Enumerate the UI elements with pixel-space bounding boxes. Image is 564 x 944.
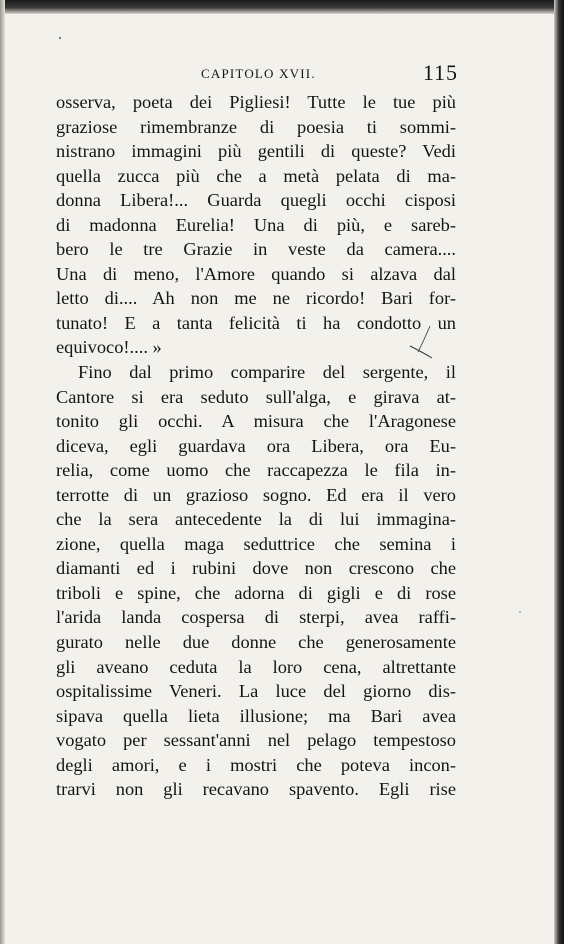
- chapter-heading: CAPITOLO XVII.: [201, 66, 316, 81]
- text-line: letto di.... Ah non me ne ricordo! Bari for-: [56, 288, 456, 309]
- text-line: Fino dal primo comparire del sergente, il: [78, 362, 456, 383]
- text-line: quella zucca più che a metà pelata di ma-: [56, 165, 456, 186]
- text-line: zione, quella maga seduttrice che semina i: [56, 533, 456, 554]
- text-line: relia, come uomo che raccapezza le fila in-: [56, 460, 456, 481]
- text-line: bero le tre Grazie in veste da camera....: [56, 239, 456, 260]
- text-line: terrotte di un grazioso sogno. Ed era il vero: [56, 484, 456, 505]
- text-line: trarvi non gli recavano spavento. Egli rise: [56, 779, 456, 800]
- book-page: [56, 60, 456, 802]
- text-line: nistrano immagini più gentili di queste? Vedi: [56, 141, 456, 162]
- text-line: gli aveano ceduta la loro cena, altrettante: [56, 656, 456, 677]
- text-line: ospitalissime Veneri. La luce del giorno dis-: [56, 681, 456, 702]
- text-line: tunato! E a tanta felicità ti ha condotto un: [56, 312, 456, 333]
- text-line: graziose rimembranze di poesia ti sommi-: [56, 116, 456, 137]
- text-line: che la sera antecedente la di lui immagina-: [56, 509, 456, 530]
- text-line: equivoco!.... »: [56, 337, 162, 358]
- text-line: donna Libera!... Guarda quegli occhi cisposi: [56, 190, 456, 211]
- text-line: sipava quella lieta illusione; ma Bari avea: [56, 705, 456, 726]
- text-line: degli amori, e i mostri che poteva incon-: [56, 754, 456, 775]
- text-line: gurato nelle due donne che generosamente: [56, 632, 456, 653]
- body-text: [56, 90, 456, 802]
- text-line: triboli e spine, che adorna di gigli e di rose: [56, 582, 456, 603]
- text-line: vogato per sessant'anni nel pelago tempestoso: [56, 730, 456, 751]
- text-line: tonito gli occhi. A misura che l'Aragonese: [56, 411, 456, 432]
- text-line: l'arida landa cospersa di sterpi, avea raffi-: [56, 607, 456, 628]
- text-line: Cantore si era seduto sull'alga, e girava at-: [56, 386, 456, 407]
- text-line: osserva, poeta dei Pigliesi! Tutte le tue più: [56, 92, 456, 112]
- text-line: diceva, egli guardava ora Libera, ora Eu-: [56, 435, 456, 456]
- text-line: di madonna Eurelia! Una di più, e sareb-: [56, 214, 456, 235]
- text-line: Una di meno, l'Amore quando si alzava dal: [56, 263, 456, 284]
- text-line: diamanti ed i rubini dove non crescono che: [56, 558, 456, 579]
- running-head: [56, 60, 456, 90]
- page-number: 115: [422, 60, 458, 85]
